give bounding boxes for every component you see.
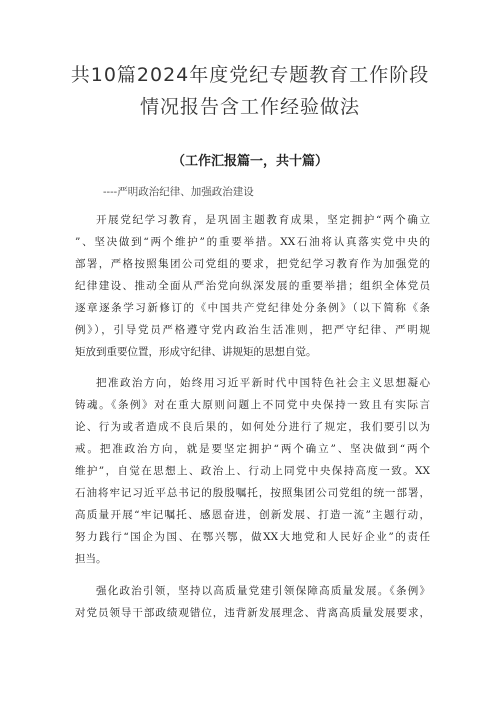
paragraph-2-line-7: 高质量开展“牢记嘱托、感恩奋进，创新发展、打造一流”主题行动， xyxy=(75,509,430,521)
document-title-line-1: 共10篇2024年度党纪专题教育工作阶段 xyxy=(70,64,430,86)
paragraph-1-line-1: 开展党纪学习教育，是巩固主题教育成果，坚定拥护“两个确立 xyxy=(96,214,430,226)
paragraph-2-line-4: 戒。把准政治方向，就是要坚定拥护“两个确立”、坚决做到“两个 xyxy=(75,443,430,455)
paragraph-2-line-1: 把准政治方向，始终用习近平新时代中国特色社会主义思想凝心 xyxy=(96,377,430,389)
paragraph-1-line-3: 部署，严格按照集团公司党组的要求，把党纪学习教育作为加强党的 xyxy=(75,258,430,270)
paragraph-1-line-5: 逐章逐条学习新修订的《中国共产党纪律处分条例》（以下简称《条 xyxy=(75,302,430,314)
paragraph-1-line-7: 矩放到重要位置，形成守纪律、讲规矩的思想自觉。 xyxy=(75,346,317,358)
paragraph-3-line-1: 强化政治引领，坚持以高质量党建引领保障高质量发展。《条例》 xyxy=(96,585,430,597)
paragraph-2-line-6: 石油将牢记习近平总书记的殷殷嘱托，按照集团公司党组的统一部署， xyxy=(75,487,430,499)
paragraph-3-line-2: 对党员领导干部政绩观错位，违背新发展理念、背离高质量发展要求， xyxy=(75,607,430,619)
document-subtitle: （工作汇报篇一，共十篇） xyxy=(171,154,328,169)
document-title-line-2: 情况报告含工作经验做法 xyxy=(139,96,360,118)
paragraph-2-line-9: 担当。 xyxy=(75,553,107,565)
paragraph-2-line-3: 论、行为或者造成不良后果的，如何处分进行了规定，我们要引以为 xyxy=(75,421,430,433)
paragraph-2-line-8: 努力践行“国企为国、在鄂兴鄂，做XX大地党和人民好企业”的责任 xyxy=(75,531,430,543)
paragraph-1-line-4: 纪律建设、推动全面从严治党向纵深发展的重要举措；组织全体党员 xyxy=(75,280,430,292)
paragraph-1-line-2: ”、坚决做到“两个维护”的重要举措。XX石油将认真落实党中央的 xyxy=(75,236,430,248)
paragraph-1-line-6: 例》），引导党员严格遵守党内政治生活准则，把严守纪律、严明规 xyxy=(75,324,430,336)
paragraph-2-line-2: 铸魂。《条例》对在重大原则问题上不同党中央保持一致且有实际言 xyxy=(75,399,430,411)
paragraph-2-line-5: 维护”，自觉在思想上、政治上、行动上同党中央保持高度一致。XX xyxy=(75,465,430,477)
section-heading: ----严明政治纪律、加强政治建设 xyxy=(103,186,254,198)
